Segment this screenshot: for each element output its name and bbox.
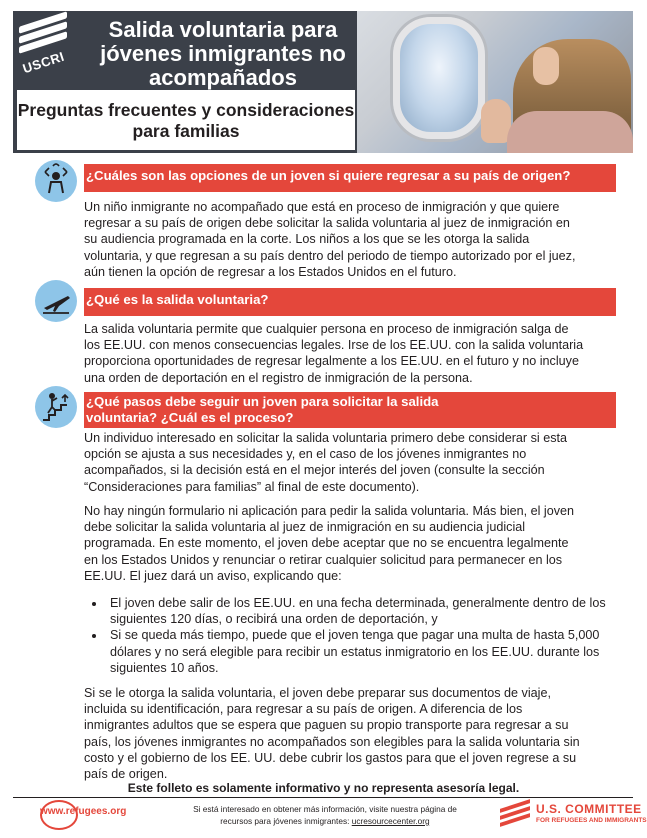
section-2-question: ¿Qué es la salida voluntaria? [86, 292, 269, 307]
subtitle-box [17, 90, 355, 150]
logo-text: USCRI [20, 48, 67, 77]
section-1-heading [84, 164, 616, 192]
section-3-heading [84, 392, 616, 428]
section-3-closing-paragraph: Si se le otorga la salida voluntaria, el joven debe preparar sus documentos de viaje, incluida su identificación, para regresar a su país de origen. A diferencia de los inmigrantes adultos que se espera que paguen su propio transporte para regresar a su país, los jóvenes inmigrantes no acompañados son elegibles para la salida voluntaria sin costo y el gobierno de los EE. UU. debe cubrir los gastos para que el joven regrese a su país de origen. [84, 686, 580, 782]
footer-info [160, 803, 490, 827]
page-subtitle: Preguntas frecuentes y consideraciones para familias [17, 100, 355, 141]
footer-divider [13, 797, 633, 798]
person-climbing-stairs-icon [35, 386, 77, 428]
section-3-bullet-list [84, 595, 606, 676]
section-1-question: ¿Cuáles son las opciones de un joven si quiere regresar a su país de origen? [86, 168, 571, 183]
section-2-heading [84, 288, 616, 316]
footer-info-line-2 [160, 815, 490, 827]
footer-info-line-1: Si está interesado en obtener más información, visite nuestra página de [193, 804, 457, 814]
org-subtitle: FOR REFUGEES AND IMMIGRANTS [536, 817, 647, 824]
section-1-paragraph: Un niño inmigrante no acompañado que está en proceso de inmigración y que quiere regresar a su país de origen debe solicitar la salida voluntaria al juez de inmigración en su audiencia programada en la corte. Los niños a los que se les otorga la salida voluntaria, y que regresan a su país dentro del periodo de tiempo autorizado por el juez, aún tienen la opción de regresar a los Estados Unidos en el futuro. [84, 200, 576, 279]
list-item: • Si se queda más tiempo, puede que el joven tenga que pagar una multa de hasta 5,000 dólares y no será elegible para recibir un estatus inmigratorio en los EE.UU. durante los siguientes 10 años. [106, 627, 606, 676]
section-3-question: ¿Qué pasos debe seguir un joven para solicitar la salida voluntaria? ¿Cuál es el proceso? [86, 394, 439, 425]
section-3-paragraph-2: No hay ningún formulario ni aplicación para pedir la salida voluntaria. Más bien, el joven debe solicitar la salida voluntaria al juez de inmigración en su audiencia judicial programada. En este momento, el joven debe aceptar que no se encuentra legalmente en los Estados Unidos y renunciar o retirar cualquier solicitud para permanecer en los EE.UU. El juez dará un aviso, explicando que: [84, 504, 575, 583]
decision-person-icon [35, 160, 77, 202]
header-banner [13, 11, 633, 153]
section-2-paragraph: La salida voluntaria permite que cualquier persona en proceso de inmigración salga de los EE.UU. con menos consecuencias legales. Irse de los EE.UU. con la salida voluntaria proporciona oportunidades de regresar legalmente a los EE.UU. en el futuro y no incluye una orden de deportación en el registro de inmigración de la persona. [84, 322, 584, 385]
airplane-window-image [393, 17, 485, 139]
page-title: Salida voluntaria para jóvenes inmigrantes no acompañados [100, 17, 346, 90]
resource-center-link[interactable]: ucresourcecenter.org [351, 816, 430, 826]
legal-disclaimer: Este folleto es solamente informativo y no representa asesoría legal. [127, 781, 520, 795]
uscri-footer-logo [500, 800, 532, 826]
face-image [533, 47, 559, 85]
shoulder-image [507, 111, 633, 153]
header-photo [357, 11, 633, 153]
website-link[interactable]: www.refugees.org [40, 806, 127, 817]
footer-info-prefix: recursos para jóvenes inmigrantes: [220, 816, 352, 826]
org-name: U.S. COMMITTEE [536, 802, 642, 816]
uscri-logo [17, 13, 73, 79]
airplane-takeoff-icon [35, 280, 77, 322]
list-item: • El joven debe salir de los EE.UU. en una fecha determinada, generalmente dentro de los siguientes 120 días, o recibirá una orden de deportación, y [106, 595, 606, 627]
section-3-paragraph-1: Un individuo interesado en solicitar la salida voluntaria primero debe considerar si esta opción se ajusta a sus necesidades y, en el caso de los jóvenes inmigrantes no acompañados, si la decisión está en el mejor interés del joven (consulte la sección “Consideraciones para familias” al final de este documento). [84, 431, 568, 494]
